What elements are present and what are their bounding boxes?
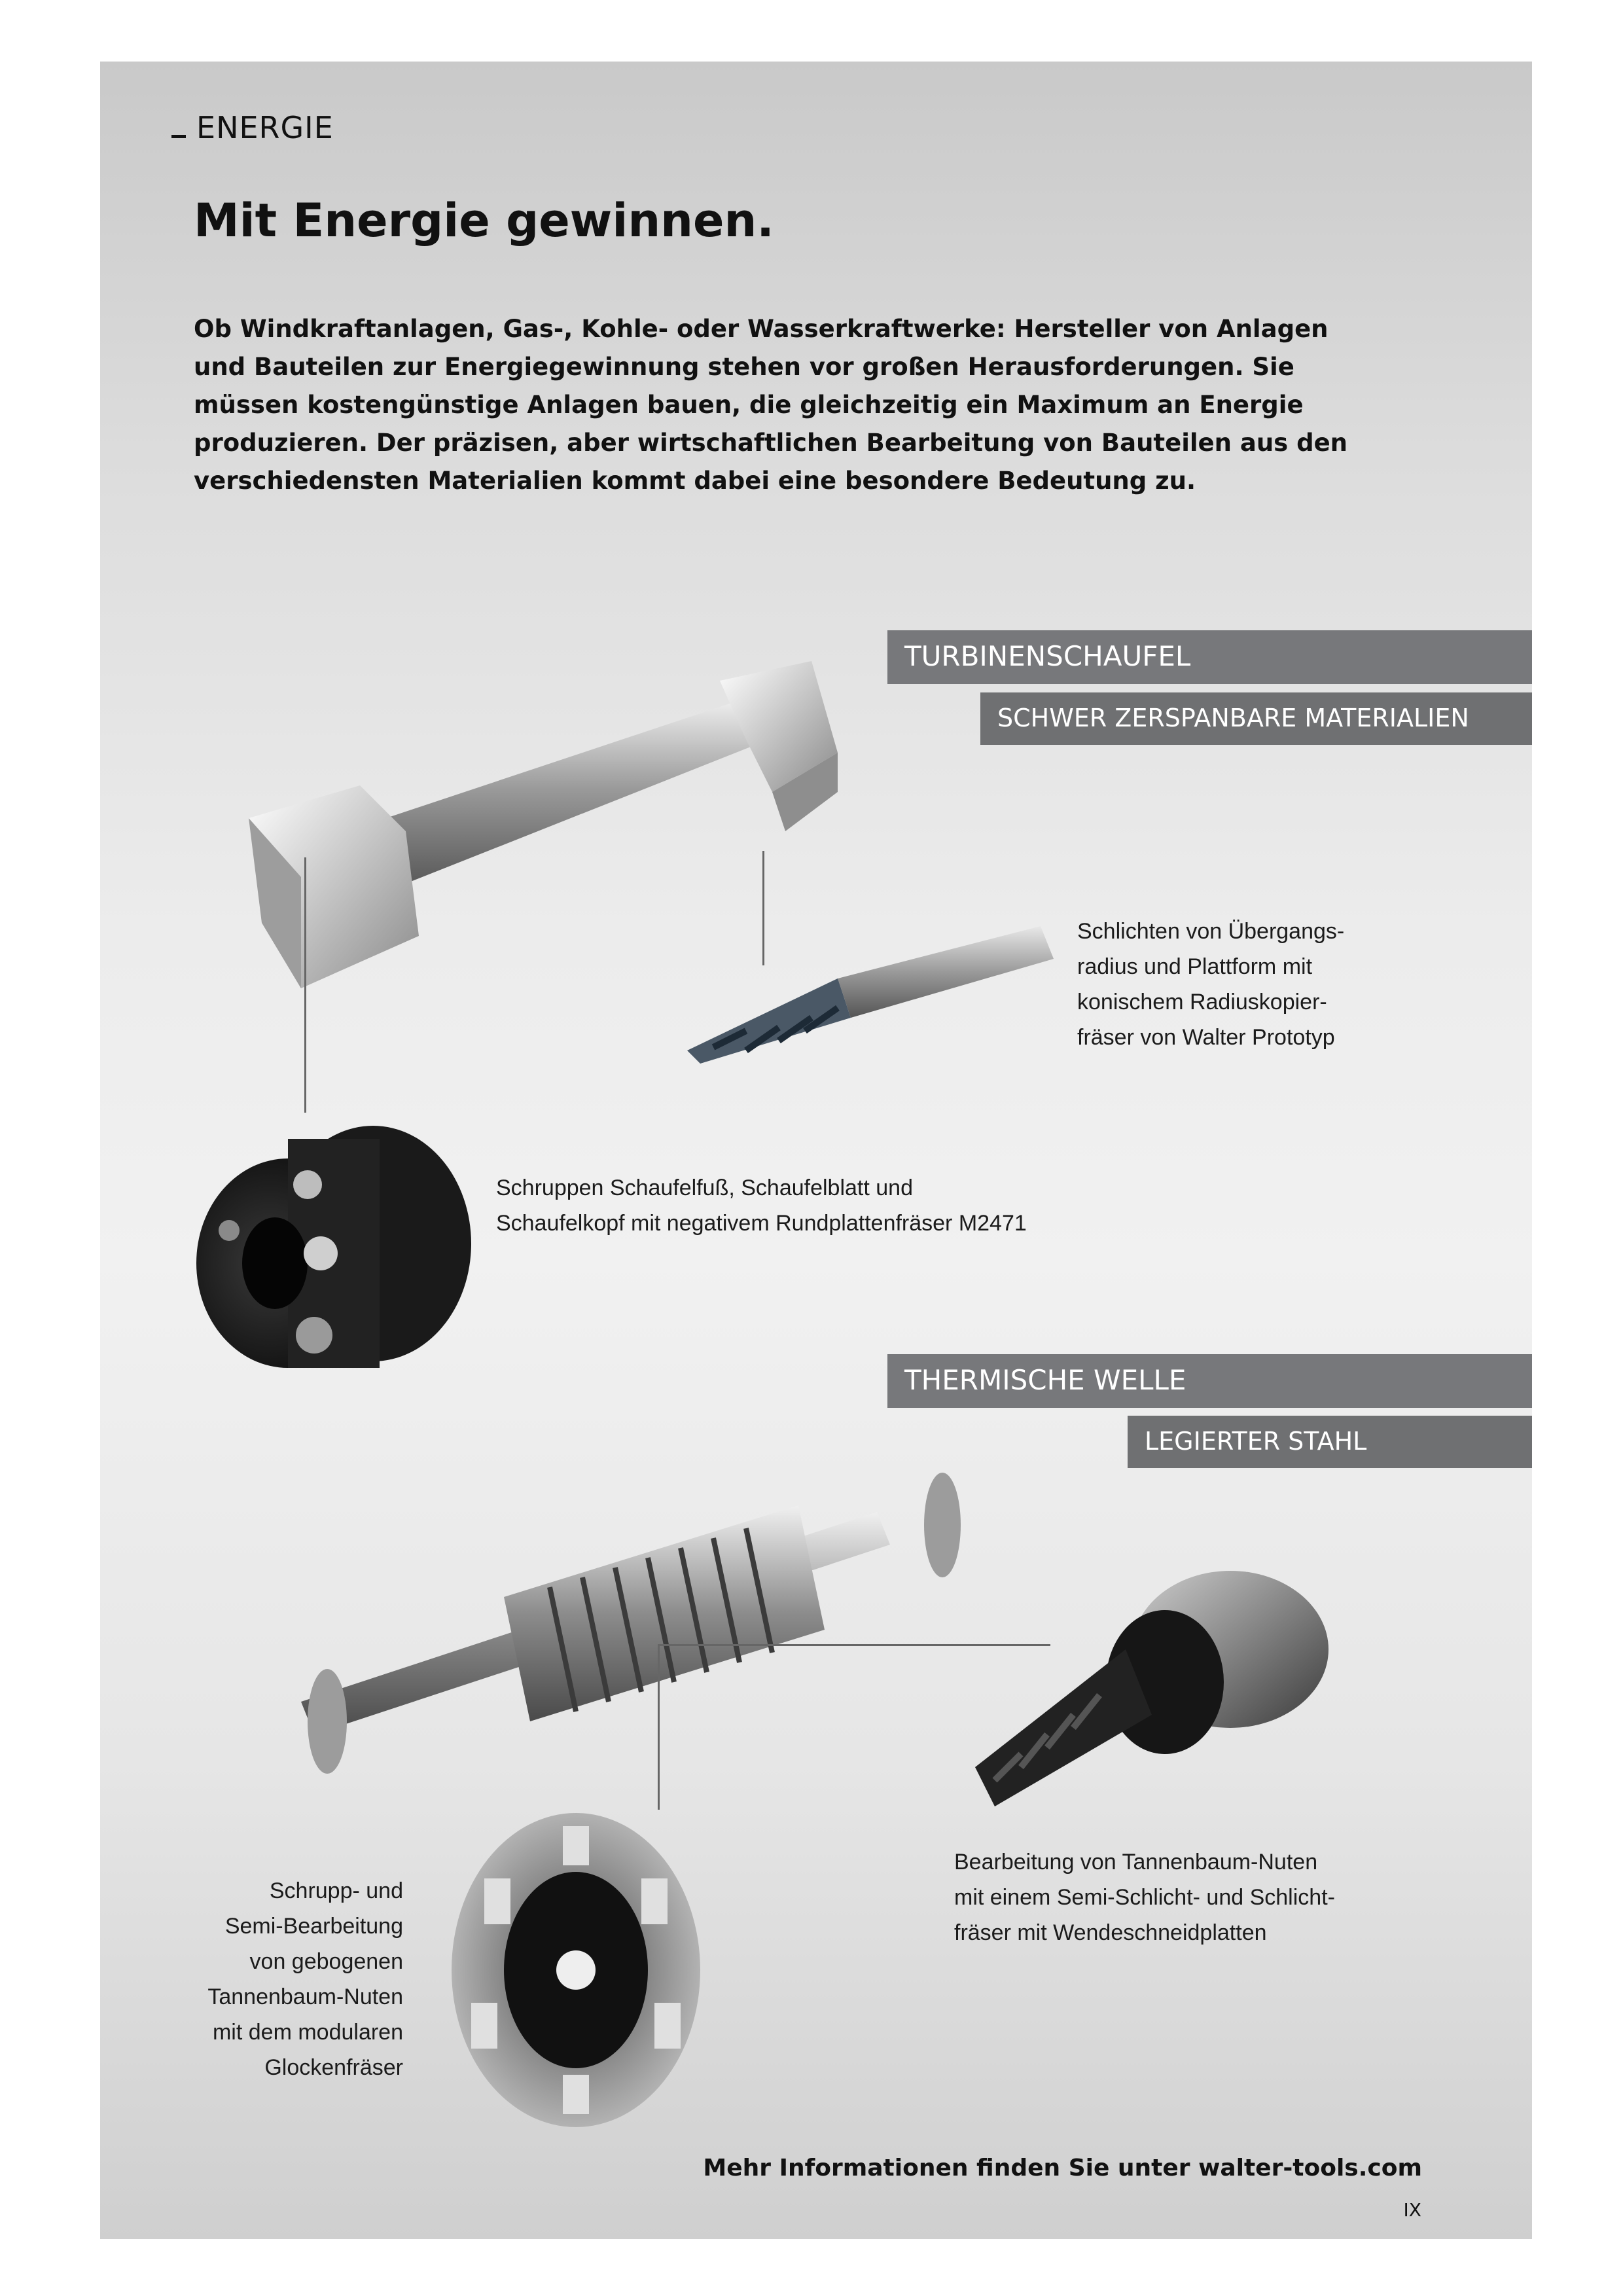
turbine-subtitle-bar: [980, 692, 1532, 745]
caption-line: mit dem modularen: [212, 2020, 403, 2045]
caption-roughing: [496, 1170, 1027, 1241]
fir-tree-cutter-image: [955, 1571, 1348, 1820]
section-tag-label: ENERGIE: [196, 110, 334, 145]
connector-line: [658, 1646, 660, 1810]
round-insert-cutter-image: [190, 1113, 478, 1374]
turbine-title-bar: [887, 630, 1532, 684]
caption-finishing: [1077, 914, 1344, 1055]
caption-line: von gebogenen: [249, 1949, 403, 1974]
caption-line: Bearbeitung von Tannenbaum-Nuten: [954, 1850, 1318, 1874]
shaft-title: THERMISCHE WELLE: [904, 1364, 1186, 1396]
shaft-title-bar: [887, 1354, 1532, 1408]
page-number: IX: [1403, 2199, 1421, 2221]
caption-bell-cutter: [207, 1873, 403, 2085]
footer-link-text: Mehr Informationen finden Sie unter walter-tools.com: [703, 2155, 1422, 2181]
connector-line: [304, 857, 306, 1113]
caption-line: konischem Radiuskopier-: [1077, 990, 1327, 1014]
shaft-subtitle: LEGIERTER STAHL: [1145, 1427, 1367, 1456]
caption-line: radius und Plattform mit: [1077, 954, 1313, 979]
turbine-title: TURBINENSCHAUFEL: [904, 640, 1191, 672]
connector-line: [658, 1644, 1050, 1646]
dash-icon: [171, 135, 186, 138]
caption-line: Semi-Bearbeitung: [224, 1914, 403, 1939]
caption-line: Schruppen Schaufelfuß, Schaufelblatt und: [496, 1175, 913, 1200]
turbine-subtitle: SCHWER ZERSPANBARE MATERIALIEN: [997, 704, 1469, 732]
thermal-shaft-image: [288, 1466, 982, 1774]
caption-fir-tree: [954, 1844, 1335, 1950]
caption-line: fräser von Walter Prototyp: [1077, 1025, 1335, 1050]
caption-line: Schaufelkopf mit negativem Rundplattenfräser M2471: [496, 1211, 1027, 1236]
caption-line: fräser mit Wendeschneidplatten: [954, 1920, 1267, 1945]
caption-line: Tannenbaum-Nuten: [207, 1984, 403, 2009]
bell-cutter-image: [445, 1806, 707, 2134]
section-tag: [171, 110, 334, 145]
connector-line: [762, 851, 764, 965]
caption-line: Schlichten von Übergangs-: [1077, 919, 1345, 944]
page-title: Mit Energie gewinnen.: [194, 194, 774, 247]
radius-copy-mill-image: [674, 920, 1054, 1064]
intro-paragraph: Ob Windkraftanlagen, Gas-, Kohle- oder Wasserkraftwerke: Hersteller von Anlagen und Bauteilen zur Energiegewinnung stehen vor großen Herausforderungen. Sie müssen kostengünstige Anlagen bauen, die gleichzeitig ein Maximum an Energie produzieren. Der präzisen, aber wirtschaftlichen Bearbeitung von Bauteilen aus den verschiedensten Materialien kommt dabei eine besondere Bedeutung zu.: [194, 315, 1348, 495]
shaft-subtitle-bar: [1128, 1416, 1532, 1468]
caption-line: Schrupp- und: [269, 1878, 403, 1903]
caption-line: Glockenfräser: [264, 2055, 403, 2080]
caption-line: mit einem Semi-Schlicht- und Schlicht-: [954, 1885, 1335, 1910]
